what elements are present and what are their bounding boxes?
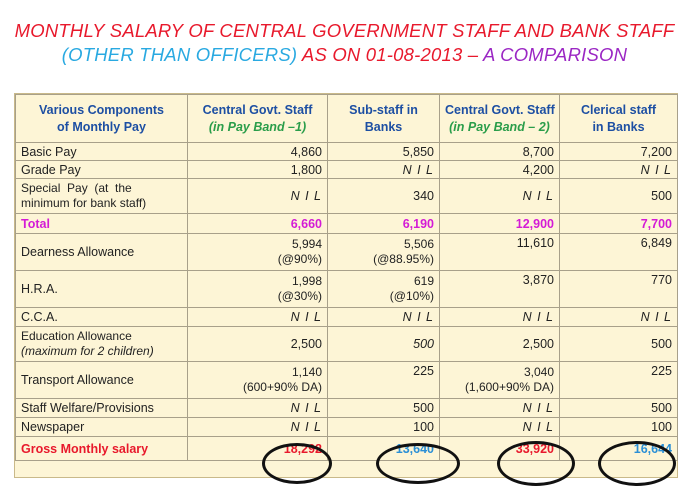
- salary-comparison-table-container: [14, 93, 678, 478]
- table-header-row: [16, 95, 678, 143]
- header-central-govt-pb2: Central Govt. Staff (in Pay Band – 2): [440, 95, 560, 143]
- table-row-dearness-allowance: [16, 234, 678, 271]
- cell-value: 33,920: [440, 437, 560, 461]
- row-label: C.C.A.: [16, 308, 188, 327]
- cell-value: 5,994 (@90%): [188, 234, 328, 271]
- title-comparison: A COMPARISON: [482, 44, 628, 65]
- row-label: Special Pay (at the minimum for bank staff): [16, 179, 188, 214]
- table-row-cca: [16, 308, 678, 327]
- cell-value: 770: [560, 271, 678, 308]
- cell-value: 11,610: [440, 234, 560, 271]
- cell-value: 12,900: [440, 214, 560, 234]
- cell-value: 4,860: [188, 143, 328, 161]
- cell-value: N I L: [188, 179, 328, 214]
- cell-value: 7,200: [560, 143, 678, 161]
- cell-value: 225: [328, 362, 440, 399]
- table-row-basic-pay: [16, 143, 678, 161]
- cell-value: 6,190: [328, 214, 440, 234]
- cell-value: 1,998 (@30%): [188, 271, 328, 308]
- cell-value: 225: [560, 362, 678, 399]
- row-label: Dearness Allowance: [16, 234, 188, 271]
- row-label: Total: [16, 214, 188, 234]
- cell-value: 100: [560, 418, 678, 437]
- row-label: Basic Pay: [16, 143, 188, 161]
- row-label: Staff Welfare/Provisions: [16, 399, 188, 418]
- header-central-govt-pb1: Central Govt. Staff (in Pay Band –1): [188, 95, 328, 143]
- cell-value: N I L: [188, 418, 328, 437]
- cell-value: 500: [328, 399, 440, 418]
- cell-value: 619 (@10%): [328, 271, 440, 308]
- row-label: H.R.A.: [16, 271, 188, 308]
- cell-value: 6,660: [188, 214, 328, 234]
- table-row-education-allowance: [16, 327, 678, 362]
- row-label: Transport Allowance: [16, 362, 188, 399]
- row-label: Education Allowance (maximum for 2 children): [16, 327, 188, 362]
- row-label: Newspaper: [16, 418, 188, 437]
- cell-value: N I L: [440, 418, 560, 437]
- title-line-2: [0, 44, 689, 66]
- cell-value: N I L: [440, 399, 560, 418]
- row-label: Grade Pay: [16, 161, 188, 179]
- cell-value: N I L: [440, 308, 560, 327]
- cell-value: N I L: [560, 161, 678, 179]
- cell-value: 500: [560, 399, 678, 418]
- cell-value: N I L: [328, 161, 440, 179]
- cell-value: 100: [328, 418, 440, 437]
- header-clerical-staff-banks: Clerical staff in Banks: [560, 95, 678, 143]
- cell-value: N I L: [560, 308, 678, 327]
- cell-value: 2,500: [440, 327, 560, 362]
- table-row-hra: [16, 271, 678, 308]
- cell-value: 6,849: [560, 234, 678, 271]
- salary-comparison-table: [15, 94, 678, 461]
- table-row-gross-monthly-salary: [16, 437, 678, 461]
- cell-value: 3,870: [440, 271, 560, 308]
- cell-value: 500: [328, 327, 440, 362]
- cell-value: 8,700: [440, 143, 560, 161]
- cell-value: 4,200: [440, 161, 560, 179]
- cell-value: N I L: [328, 308, 440, 327]
- cell-value: 18,292: [188, 437, 328, 461]
- cell-value: 500: [560, 327, 678, 362]
- cell-value: 500: [560, 179, 678, 214]
- title-staff-qualifier: (OTHER THAN OFFICERS): [61, 44, 298, 65]
- cell-value: 1,800: [188, 161, 328, 179]
- cell-value: 5,506 (@88.95%): [328, 234, 440, 271]
- cell-value: 1,140 (600+90% DA): [188, 362, 328, 399]
- table-row-total: [16, 214, 678, 234]
- table-row-newspaper: [16, 418, 678, 437]
- title-date: AS ON 01-08-2013 –: [297, 44, 483, 65]
- cell-value: 3,040 (1,600+90% DA): [440, 362, 560, 399]
- cell-value: 16,644: [560, 437, 678, 461]
- table-row-special-pay: [16, 179, 678, 214]
- cell-value: 13,640: [328, 437, 440, 461]
- cell-value: N I L: [188, 308, 328, 327]
- cell-value: 2,500: [188, 327, 328, 362]
- table-row-transport-allowance: [16, 362, 678, 399]
- cell-value: N I L: [188, 399, 328, 418]
- title-line-1: MONTHLY SALARY OF CENTRAL GOVERNMENT STAFF AND BANK STAFF: [14, 20, 675, 41]
- table-row-staff-welfare: [16, 399, 678, 418]
- row-label: Gross Monthly salary: [16, 437, 188, 461]
- title-area: [0, 0, 689, 90]
- header-components: Various Components of Monthly Pay: [16, 95, 188, 143]
- cell-value: N I L: [440, 179, 560, 214]
- table-row-grade-pay: [16, 161, 678, 179]
- header-sub-staff-banks: Sub-staff in Banks: [328, 95, 440, 143]
- cell-value: 340: [328, 179, 440, 214]
- cell-value: 7,700: [560, 214, 678, 234]
- cell-value: 5,850: [328, 143, 440, 161]
